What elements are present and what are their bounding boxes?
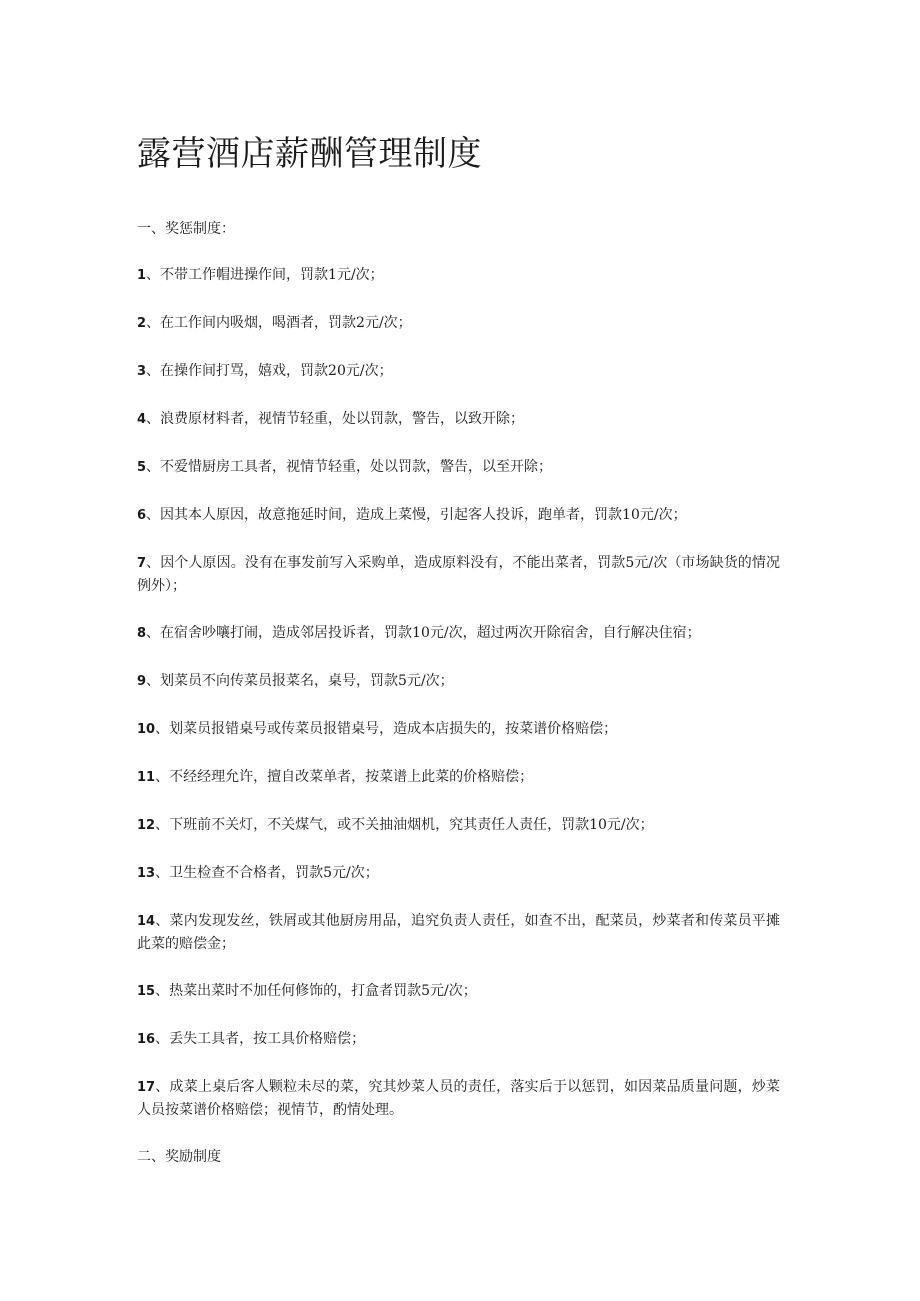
list-item <box>137 504 780 527</box>
item-number: 13 <box>137 866 156 881</box>
list-item <box>137 670 780 693</box>
list-item <box>137 1076 780 1121</box>
item-number: 9 <box>137 674 147 689</box>
list-item <box>137 980 780 1003</box>
item-text: 、不带工作帽进操作间，罚款1元/次； <box>146 267 384 283</box>
item-number: 2 <box>137 316 147 331</box>
item-number: 3 <box>137 364 147 379</box>
item-text: 、因个人原因。没有在事发前写入采购单，造成原料没有，不能出菜者，罚款5元/次（市场缺货的情况例外）； <box>137 555 780 594</box>
item-text: 、成菜上桌后客人颗粒未尽的菜，究其炒菜人员的责任，落实后于以惩罚，如因菜品质量问题，炒菜人员按菜谱价格赔偿；视情节，酌情处理。 <box>137 1079 780 1118</box>
item-number: 15 <box>137 984 156 999</box>
item-text: 、热菜出菜时不加任何修饰的，打盒者罚款5元/次； <box>155 983 477 999</box>
document-title: 露营酒店薪酬管理制度 <box>137 134 482 174</box>
item-text: 、菜内发现发丝，铁屑或其他厨房用品，追究负责人责任，如查不出，配菜员，炒菜者和传菜员平摊此菜的赔偿金； <box>137 913 780 952</box>
section-heading-rewards: 二、奖励制度 <box>137 1149 221 1165</box>
list-item <box>137 718 780 741</box>
list-item <box>137 264 780 287</box>
item-text: 、在工作间内吸烟，喝酒者，罚款2元/次； <box>146 315 412 331</box>
item-number: 7 <box>137 556 147 571</box>
penalty-list <box>137 264 780 1121</box>
item-number: 16 <box>137 1032 156 1047</box>
item-number: 12 <box>137 818 156 833</box>
item-number: 10 <box>137 722 156 737</box>
list-item <box>137 814 780 837</box>
item-number: 4 <box>137 412 147 427</box>
item-text: 、浪费原材料者，视情节轻重，处以罚款，警告，以致开除； <box>146 411 525 427</box>
item-number: 8 <box>137 626 147 641</box>
list-item <box>137 862 780 885</box>
item-text: 、不爱惜厨房工具者，视情节轻重，处以罚款，警告，以至开除； <box>146 459 553 475</box>
item-text: 、卫生检查不合格者，罚款5元/次； <box>155 865 379 881</box>
item-text: 、丢失工具者，按工具价格赔偿； <box>155 1031 366 1047</box>
item-number: 6 <box>137 508 147 523</box>
item-number: 5 <box>137 460 147 475</box>
item-number: 11 <box>137 770 156 785</box>
item-text: 、在宿舍吵嚷打闹，造成邻居投诉者，罚款10元/次，超过两次开除宿舍，自行解决住宿； <box>146 625 701 641</box>
list-item <box>137 552 780 597</box>
item-number: 17 <box>137 1080 156 1095</box>
item-text: 、不经经理允许，擅自改菜单者，按菜谱上此菜的价格赔偿； <box>155 769 534 785</box>
list-item <box>137 910 780 955</box>
section-heading-penalties: 一、奖惩制度： <box>137 221 235 237</box>
list-item <box>137 456 780 479</box>
item-number: 14 <box>137 914 156 929</box>
list-item <box>137 312 780 335</box>
item-text: 、在操作间打骂，嬉戏，罚款20元/次； <box>146 363 393 379</box>
list-item <box>137 622 780 645</box>
list-item <box>137 766 780 789</box>
list-item <box>137 1028 780 1051</box>
list-item <box>137 360 780 383</box>
item-text: 、划菜员不向传菜员报菜名，桌号，罚款5元/次； <box>146 673 454 689</box>
item-number: 1 <box>137 268 147 283</box>
item-text: 、因其本人原因，故意拖延时间，造成上菜慢，引起客人投诉，跑单者，罚款10元/次； <box>146 507 687 523</box>
list-item <box>137 408 780 431</box>
item-text: 、下班前不关灯，不关煤气，或不关抽油烟机，究其责任人责任，罚款10元/次； <box>155 817 654 833</box>
item-text: 、划菜员报错桌号或传菜员报错桌号，造成本店损失的，按菜谱价格赔偿； <box>155 721 618 737</box>
